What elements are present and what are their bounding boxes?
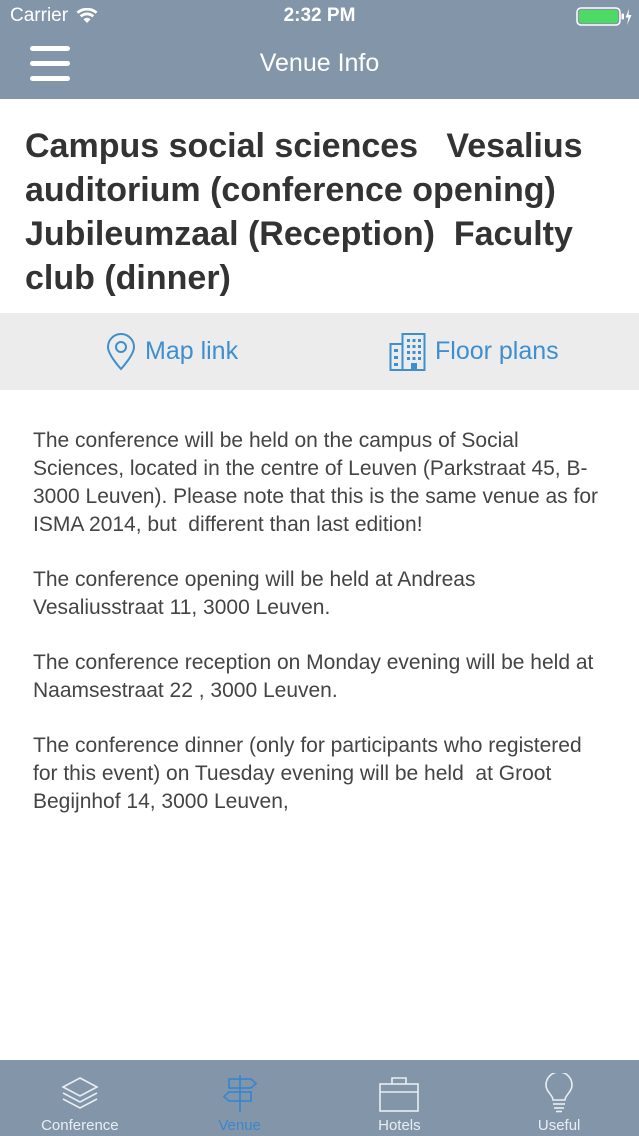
tab-label: Venue (218, 1117, 261, 1134)
header (0, 0, 639, 99)
status-time: 2:32 PM (283, 5, 356, 26)
briefcase-icon (378, 1075, 420, 1113)
tab-hotels[interactable] (320, 1060, 480, 1136)
tab-useful[interactable] (479, 1060, 639, 1136)
description-paragraph: The conference dinner (only for participants who registered for this event) on Tuesday evening will be held at Groot Begijnhof 14, 3000 Leuven, (33, 734, 588, 813)
signpost-icon (220, 1073, 260, 1113)
lightbulb-icon (543, 1073, 575, 1113)
venue-description (33, 427, 608, 843)
battery-icon (576, 6, 632, 28)
floor-plans-button[interactable] (389, 313, 559, 390)
tab-venue[interactable] (160, 1060, 320, 1136)
page-title: Venue Info (259, 49, 380, 77)
status-bar (0, 0, 639, 34)
building-icon (389, 332, 427, 372)
nav-bar (0, 34, 639, 99)
map-link-button[interactable] (105, 313, 238, 390)
description-paragraph: The conference opening will be held at Andreas Vesaliusstraat 11, 3000 Leuven. (33, 568, 482, 619)
tab-bar (0, 1060, 639, 1136)
carrier-label: Carrier (10, 5, 69, 26)
floor-plans-label: Floor plans (435, 337, 559, 365)
venue-title: Campus social sciences Vesalius auditorium (conference opening) Jubileumzaal (Reception) Faculty club (dinner) (25, 127, 592, 297)
tab-label: Conference (41, 1117, 119, 1134)
layers-icon (60, 1075, 100, 1113)
description-paragraph: The conference will be held on the campus of Social Sciences, located in the centre of Leuven (Parkstraat 45, B-3000 Leuven). Please note that this is the same venue as for ISMA 2014, but different than last edition! (33, 429, 604, 536)
tab-conference[interactable] (0, 1060, 160, 1136)
map-link-label: Map link (145, 337, 239, 365)
battery-indicator (576, 6, 632, 28)
description-paragraph: The conference reception on Monday evening will be held at Naamsestraat 22 , 3000 Leuven. (33, 651, 600, 702)
action-bar (0, 313, 639, 390)
tab-label: Hotels (378, 1117, 421, 1134)
map-pin-icon (105, 333, 137, 371)
tab-label: Useful (537, 1117, 581, 1134)
